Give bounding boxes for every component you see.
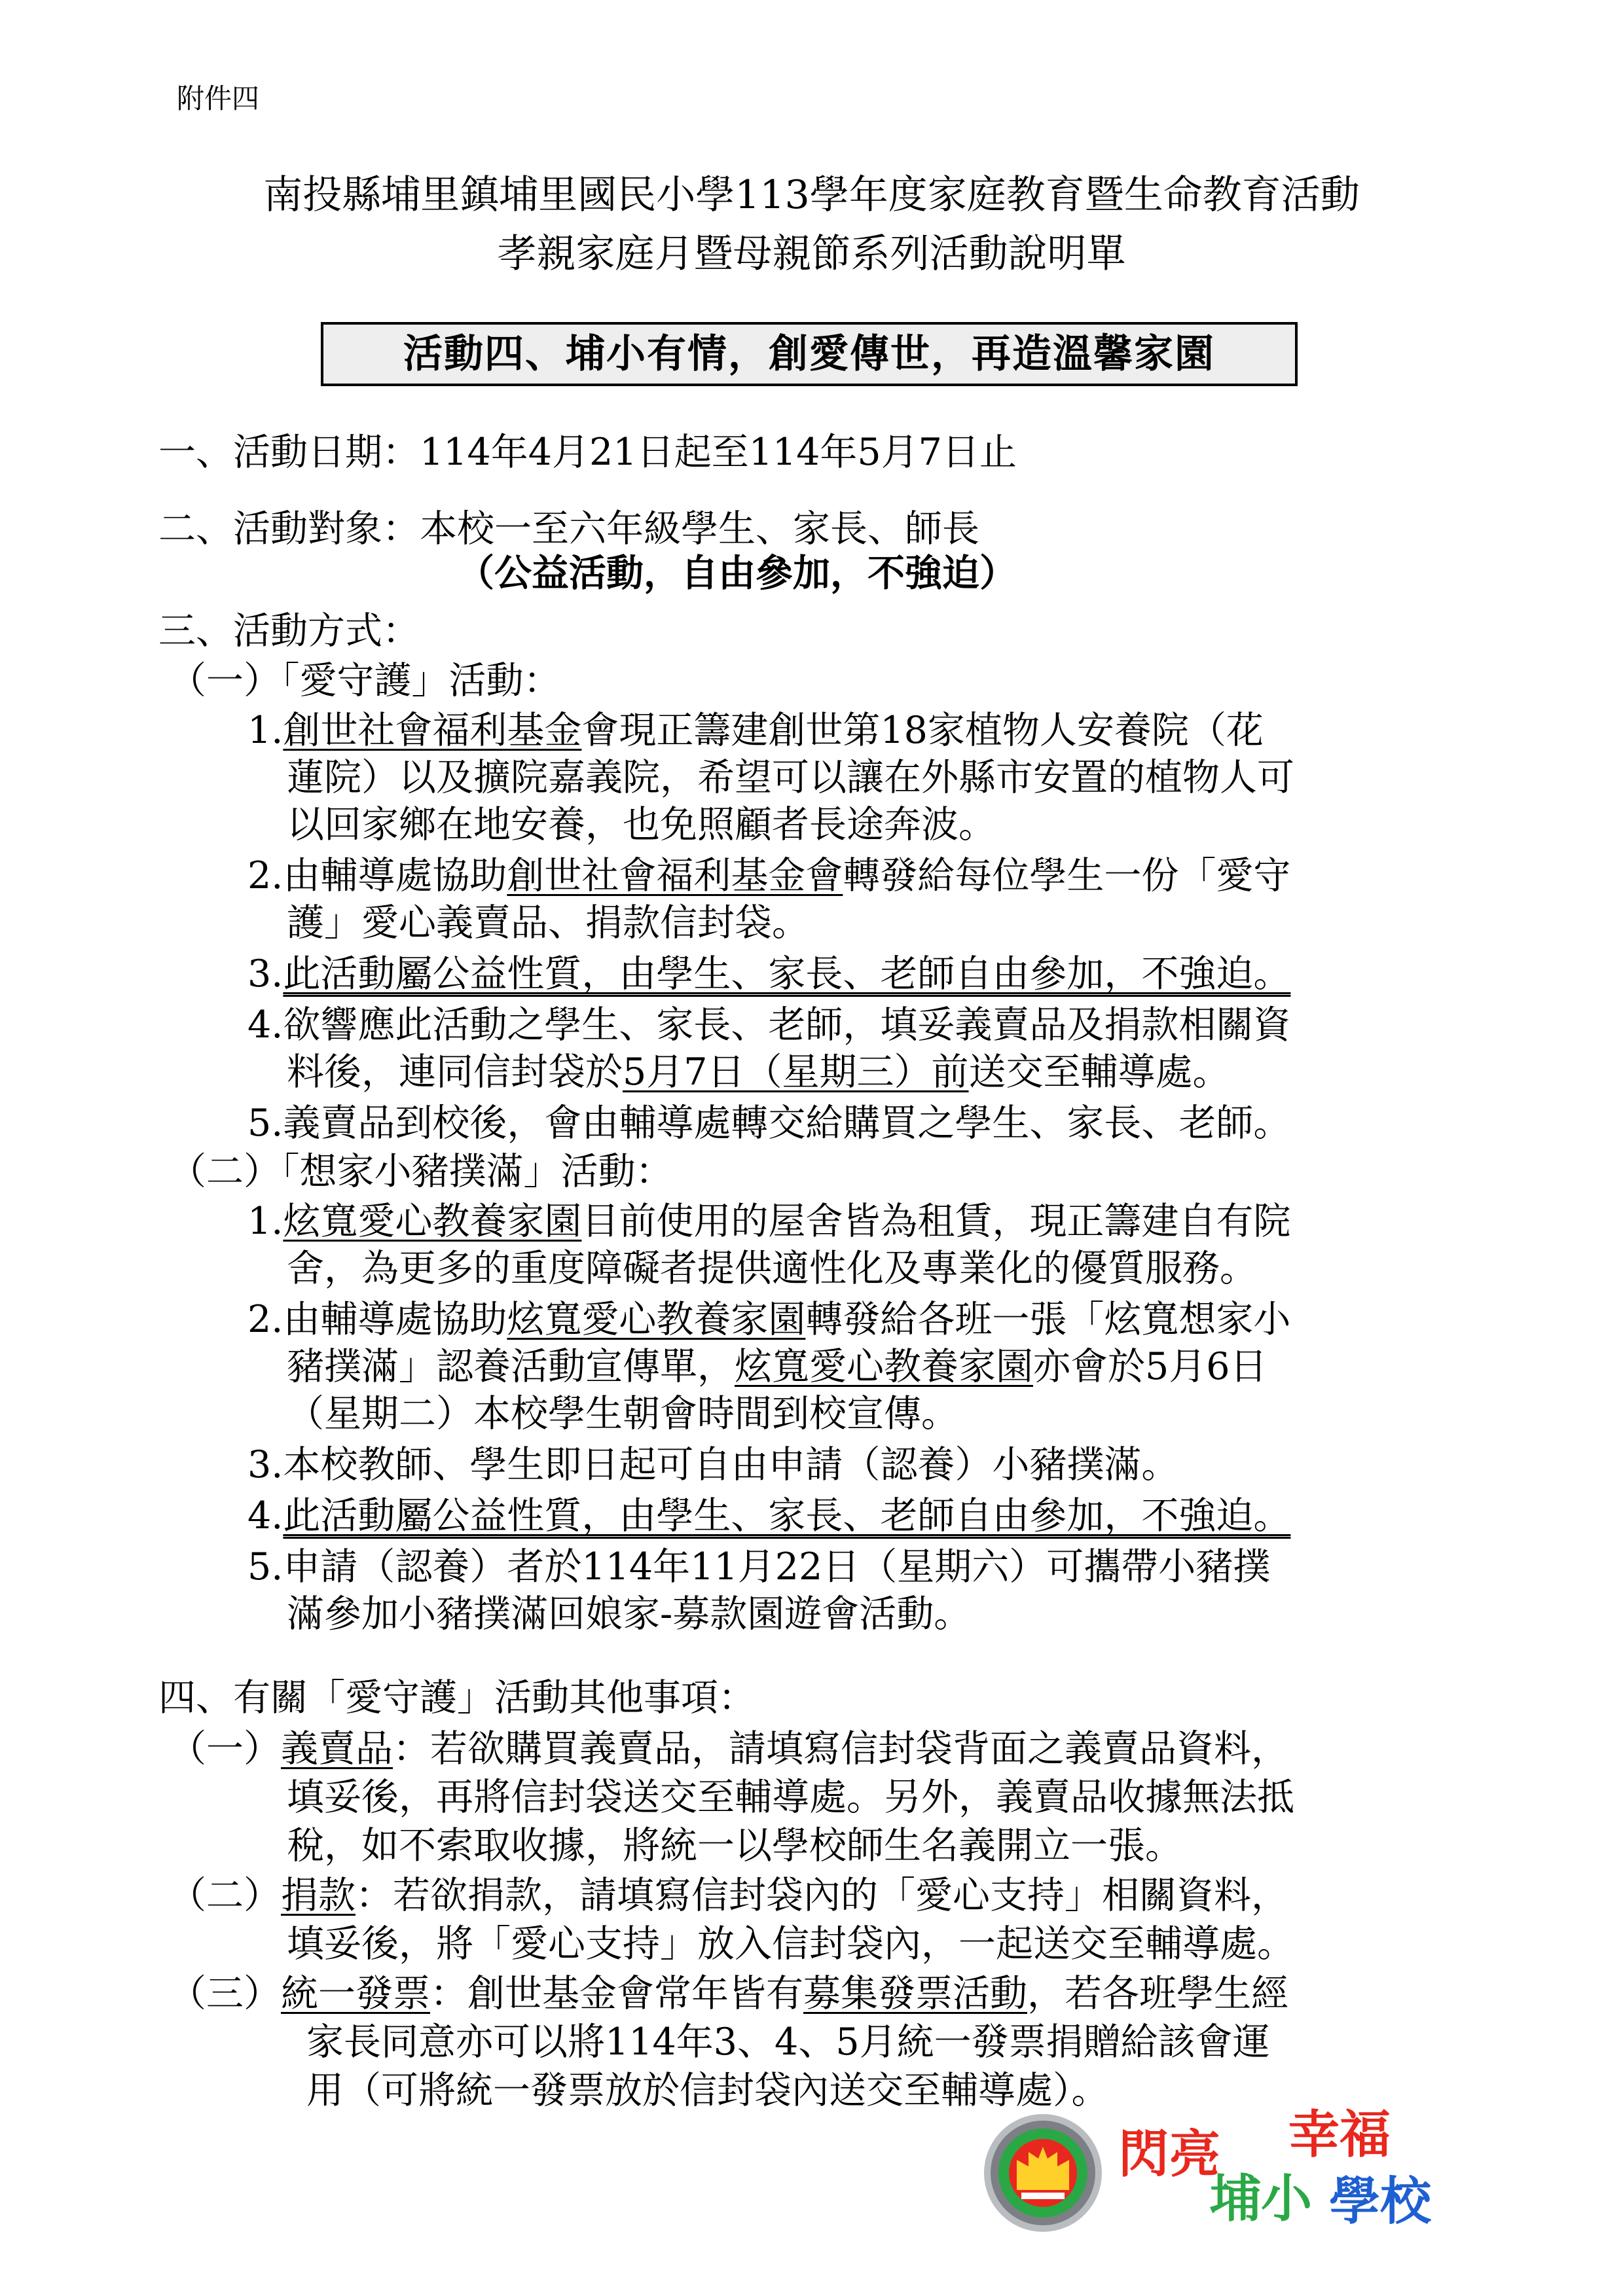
item-text-cont: 以回家鄉在地安養，也免照顧者長途奔波。 [287,803,996,846]
school-emblem-icon [976,2106,1460,2240]
section-3-sub2-heading: （二）「想家小豬撲滿」活動： [169,1150,673,1193]
list-item [247,995,1290,1049]
item-text-cont: 滿參加小豬撲滿回娘家-募款園遊會活動。 [287,1592,972,1636]
section-4-para-1 [169,1719,1288,1772]
underlined-text: 創世社會福利基金 [283,709,582,752]
para-text-cont: 稅，如不索取收據，將統一以學校師生名義開立一張。 [287,1824,1182,1867]
underlined-text: 創世社會福利基金會 [507,854,843,897]
logo-line-3: 埔小 [1210,2170,1313,2229]
attachment-label: 附件四 [177,82,260,115]
document-subtitle: 孝親家庭月暨母親節系列活動說明單 [497,231,1126,277]
para-number: （二） [169,1874,281,1917]
para-number: （一） [169,1727,281,1770]
para-text-cont: 家長同意亦可以將114年3、4、5月統一發票捐贈給該會運 [306,2020,1270,2064]
underlined-text: 捐款 [281,1874,356,1917]
section-2-note: （公益活動，自由參加，不強迫） [457,551,1017,595]
item-number: 3. [247,1443,283,1486]
item-text-cont: 護」愛心義賣品、捐款信封袋。 [287,901,809,944]
item-number: 1. [247,1200,283,1243]
item-number: 4. [247,1494,283,1537]
list-item [247,700,1264,754]
section-3-heading: 三、活動方式： [158,609,420,653]
underlined-text: 5月7日（星期三）前 [623,1050,969,1094]
item-text-cont: 舍，為更多的重度障礙者提供適性化及專業化的優質服務。 [287,1247,1257,1290]
activity-title-box [321,322,1298,386]
underlined-text: 義賣品 [281,1727,393,1770]
list-item [247,1289,1290,1343]
item-text: 由輔導處協助 [283,1298,507,1341]
list-item [247,1435,1178,1488]
item-number: 2. [247,854,283,897]
logo-line-1: 閃亮 [1118,2125,1221,2184]
document-title: 南投縣埔里鎮埔里國民小學113學年度家庭教育暨生命教育活動 [263,172,1360,218]
item-number: 2. [247,1298,283,1341]
para-text: ，若各班學生經 [1027,1972,1288,2015]
item-text: 轉發給各班一張「炫寬想家小 [805,1298,1291,1341]
para-text: ：若欲購買義賣品，請填寫信封袋背面之義賣品資料， [393,1727,1288,1770]
activity-title: 活動四、埔小有情，創愛傳世，再造溫馨家園 [403,331,1215,377]
list-item [247,1537,1270,1590]
item-text: 送交至輔導處。 [968,1050,1230,1094]
item-text: 申請（認養）者於114年11月22日（星期六）可攜帶小豬撲 [283,1545,1271,1588]
item-text-cont: （星期二）本校學生朝會時間到校宣傳。 [287,1392,958,1435]
item-number: 4. [247,1003,283,1047]
double-underlined-text: 此活動屬公益性質，由學生、家長、老師自由參加，不強迫。 [283,1494,1291,1537]
underlined-text: 炫寬愛心教養家園 [507,1298,806,1341]
para-text-cont: 用（可將統一發票放於信封袋內送交至輔導處）。 [306,2069,1109,2112]
double-underlined-text: 此活動屬公益性質，由學生、家長、老師自由參加，不強迫。 [283,952,1291,996]
item-text: 目前使用的屋舍皆為租賃，現正籌建自有院 [581,1200,1291,1243]
section-1-date: 一、活動日期：114年4月21日起至114年5月7日止 [158,431,1017,474]
item-number: 5. [247,1102,283,1145]
underlined-text: 炫寬愛心教養家園 [735,1345,1033,1388]
item-text: 由輔導處協助 [283,854,507,897]
para-text-cont: 填妥後，將「愛心支持」放入信封袋內，一起送交至輔導處。 [287,1922,1294,1965]
section-2-target: 二、活動對象：本校一至六年級學生、家長、師長 [158,507,979,550]
item-text: 會現正籌建創世第18家植物人安養院（花 [581,709,1264,752]
item-number: 1. [247,709,283,752]
underlined-text: 統一發票 [281,1972,430,2015]
item-text: 轉發給每位學生一份「愛守 [843,854,1291,897]
list-item [247,1191,1290,1245]
section-4-heading: 四、有關「愛守護」活動其他事項： [158,1676,756,1719]
para-text-cont: 填妥後，再將信封袋送交至輔導處。另外，義賣品收據無法抵 [287,1776,1294,1819]
section-4-para-2 [169,1865,1288,1919]
para-number: （三） [169,1972,281,2015]
underlined-text: 炫寬愛心教養家園 [283,1200,582,1243]
para-text: ：若欲捐款，請填寫信封袋內的「愛心支持」相關資料， [356,1874,1288,1917]
item-text-cont [287,1336,1267,1390]
school-logo [976,2106,1460,2240]
section-3-sub1-heading: （一）「愛守護」活動： [169,659,561,702]
item-text-cont: 蓮院）以及擴院嘉義院，希望可以讓在外縣市安置的植物人可 [287,756,1294,799]
item-text-cont [287,1042,1230,1096]
para-text: ：創世基金會常年皆有 [430,1972,803,2015]
logo-line-2: 幸福 [1288,2106,1391,2164]
item-number: 5. [247,1545,283,1588]
list-item [247,1486,1290,1539]
item-text: 義賣品到校後，會由輔導處轉交給購買之學生、家長、老師。 [283,1102,1291,1145]
list-item [247,944,1290,997]
list-item [247,1093,1290,1147]
list-item [247,846,1290,899]
logo-line-4: 學校 [1329,2172,1432,2231]
item-text: 欲響應此活動之學生、家長、老師，填妥義賣品及捐款相關資 [283,1003,1291,1047]
item-text: 豬撲滿」認養活動宣傳單， [287,1345,735,1388]
underlined-text: 募集發票活動 [803,1972,1027,2015]
item-text: 亦會於5月6日 [1033,1345,1267,1388]
item-text: 本校教師、學生即日起可自由申請（認養）小豬撲滿。 [283,1443,1179,1486]
item-text: 料後，連同信封袋於 [287,1050,623,1094]
item-number: 3. [247,952,283,996]
section-4-para-3 [169,1964,1288,2017]
